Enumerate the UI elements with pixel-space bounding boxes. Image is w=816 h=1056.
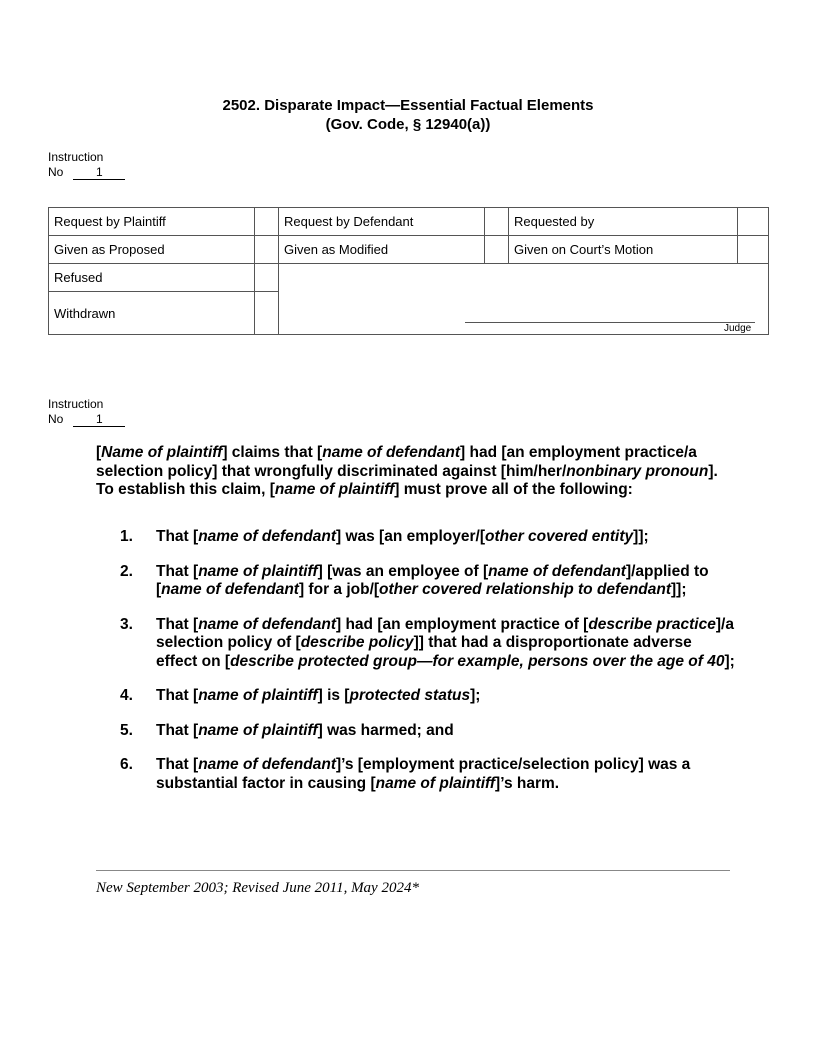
requested-by-label: Requested by — [509, 208, 738, 236]
given-as-modified-label: Given as Modified — [279, 236, 485, 264]
instruction-intro-paragraph: [Name of plaintiff] claims that [name of defendant] had [an employment practice/a selection policy] that wrongfully discriminated against [him/her/nonbinary pronoun]. To establish this claim, [name of plaintiff] must prove all of the following: — [96, 444, 718, 498]
request-by-defendant-checkbox[interactable] — [485, 208, 509, 236]
withdrawn-label: Withdrawn — [49, 292, 255, 335]
revision-history: New September 2003; Revised June 2011, May 2024* — [96, 880, 419, 896]
instruction-number: 1 — [73, 413, 125, 427]
judge-signature-line — [465, 322, 755, 323]
element-number: 3. — [120, 615, 133, 633]
element-number: 2. — [120, 562, 133, 580]
given-on-courts-motion-label: Given on Court’s Motion — [509, 236, 738, 264]
element-item: 4. That [name of plaintiff] is [protected status]; — [120, 687, 481, 704]
page-title — [0, 96, 816, 134]
request-by-plaintiff-checkbox[interactable] — [255, 208, 279, 236]
withdrawn-checkbox[interactable] — [255, 292, 279, 335]
instruction-no-label: No — [48, 412, 64, 426]
instruction-disposition-table — [48, 207, 769, 335]
judge-label: Judge — [724, 323, 752, 334]
title-line-2: (Gov. Code, § 12940(a)) — [325, 116, 491, 133]
instruction-label: Instruction — [48, 397, 104, 411]
judge-signature-area[interactable] — [279, 264, 769, 335]
title-line-1: 2502. Disparate Impact—Essential Factual Elements — [222, 97, 594, 114]
element-number: 5. — [120, 721, 133, 739]
history-divider — [96, 870, 730, 871]
requested-by-checkbox[interactable] — [738, 208, 769, 236]
refused-label: Refused — [49, 264, 255, 292]
element-item: 1. That [name of defendant] was [an employer/[other covered entity]]; — [120, 528, 649, 545]
element-item: 2. That [name of plaintiff] [was an employee of [name of defendant]/applied to [name of defendant] for a job/[other covered relationship to defendant]]; — [120, 562, 709, 598]
element-number: 1. — [120, 528, 133, 545]
element-item: 5. That [name of plaintiff] was harmed; and — [120, 721, 454, 739]
instruction-number-block-bottom — [48, 397, 125, 427]
instruction-no-label: No — [48, 165, 64, 179]
element-item: 3. That [name of defendant] had [an employment practice of [describe practice]/a selection policy of [describe policy]] that had a disproportionate adverse effect on [describe protected group—for example, persons over the age of 40]; — [120, 615, 735, 670]
element-number: 4. — [120, 687, 133, 704]
instruction-number-block-top — [48, 150, 125, 180]
instruction-label: Instruction — [48, 150, 104, 164]
element-item: 6. That [name of defendant]’s [employment practice/selection policy] was a substantial factor in causing [name of plaintiff]’s harm. — [120, 756, 691, 792]
given-as-proposed-checkbox[interactable] — [255, 236, 279, 264]
instruction-number: 1 — [73, 166, 125, 180]
element-number: 6. — [120, 756, 133, 773]
elements-list — [96, 528, 736, 809]
request-by-defendant-label: Request by Defendant — [279, 208, 485, 236]
given-on-courts-motion-checkbox[interactable] — [738, 236, 769, 264]
request-by-plaintiff-label: Request by Plaintiff — [49, 208, 255, 236]
given-as-modified-checkbox[interactable] — [485, 236, 509, 264]
refused-checkbox[interactable] — [255, 264, 279, 292]
given-as-proposed-label: Given as Proposed — [49, 236, 255, 264]
